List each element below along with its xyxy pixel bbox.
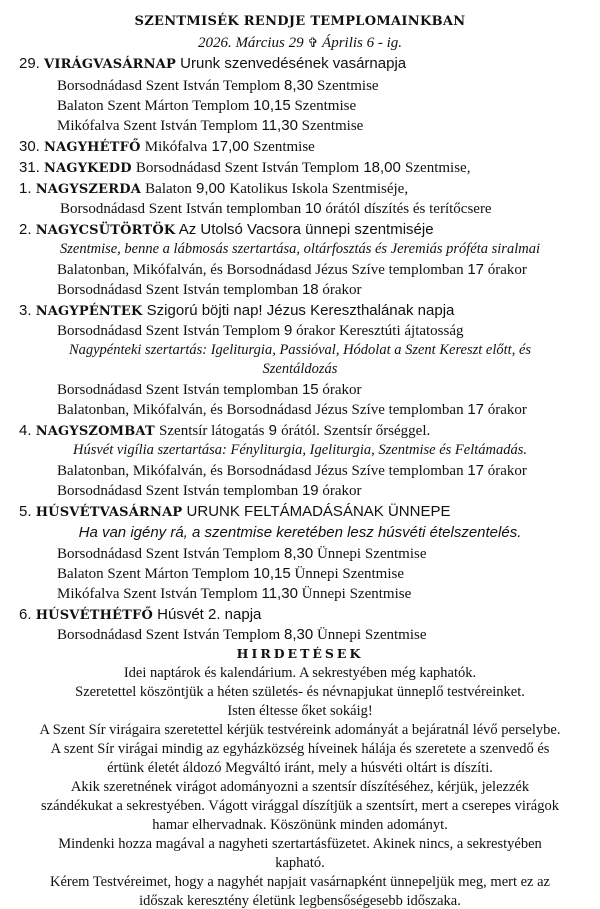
schedule-entry — [57, 98, 356, 114]
day-number: 29. — [19, 55, 40, 72]
entry-time: 18 — [301, 281, 319, 298]
day-place: Borsodnádasd Szent István Templom — [135, 160, 360, 176]
announcement-line: szándékukat a sekrestyében. Vágott virággal díszítjük a szentsírt, mert a cserepes virágok — [41, 798, 559, 814]
entry-note: Ünnepi Szentmise — [301, 586, 412, 602]
entry-note: órakor — [487, 262, 527, 278]
day-description: Szentsír látogatás — [159, 423, 265, 439]
entry-time: 19 — [301, 482, 319, 499]
entry-place: Balaton Szent Márton Templom — [57, 98, 250, 114]
entry-note: órakor — [322, 382, 362, 398]
schedule-entry — [60, 201, 492, 217]
day-header — [19, 607, 261, 622]
announcement-line: hamar elhervadnak. Köszönünk minden adományt. — [152, 817, 448, 833]
day-number: 5. — [19, 503, 32, 520]
entry-note: Ünnepi Szentmise — [294, 566, 405, 582]
day-time: 9 — [268, 422, 277, 439]
entry-time: 17 — [467, 401, 485, 418]
schedule-entry — [57, 566, 404, 582]
day-header — [19, 222, 434, 237]
day-note: Szentmise — [253, 139, 315, 155]
schedule-entry — [57, 118, 363, 134]
day-header — [19, 504, 450, 519]
day-header — [19, 181, 408, 197]
entry-time: 8,30 — [283, 77, 314, 94]
entry-time: 15 — [301, 381, 319, 398]
liturgy-note-cont: Szentáldozás — [262, 361, 338, 377]
day-number: 2. — [19, 221, 32, 238]
entry-place: Borsodnádasd Szent István Templom — [57, 546, 281, 562]
announcement-line: A szent Sír virágai mindig az egyházközség híveinek hálája és szeretete a szenvedő és — [50, 741, 550, 757]
day-place: Mikófalva — [144, 139, 208, 155]
cross-icon: ✞ — [307, 36, 319, 51]
day-number: 6. — [19, 606, 32, 623]
day-description: Szigorú böjti nap! Jézus Kereszthalának napja — [146, 302, 455, 319]
entry-time: 17 — [467, 261, 485, 278]
announcement-line: Akik szeretnének virágot adományozni a szentsír díszítéséhez, kérjük, jelezzék — [70, 779, 530, 795]
entry-note: órakor — [322, 282, 362, 298]
entry-time: 11,30 — [261, 117, 298, 134]
announcement-line: Kérem Testvéreimet, hogy a nagyhét napjait vasárnapként ünnepeljük meg, mert ez az — [50, 874, 550, 890]
announcement-line: Isten éltesse őket sokáig! — [227, 703, 373, 719]
announcement-line: kapható. — [275, 855, 325, 871]
announcement-line: Idei naptárok és kalendárium. A sekrestyében még kaphatók. — [123, 665, 477, 681]
day-name: NAGYKEDD — [44, 161, 132, 176]
day-number: 3. — [19, 302, 32, 319]
day-header — [19, 423, 430, 439]
entry-time: 8,30 — [283, 626, 314, 643]
day-name: VIRÁGVASÁRNAP — [44, 57, 176, 72]
entry-place: Borsodnádasd Szent István templomban — [57, 382, 299, 398]
day-number: 4. — [19, 422, 32, 439]
announcement-line: Mindenki hozza magával a nagyheti szertartásfüzetet. Akinek nincs, a sekrestyében — [58, 836, 542, 852]
day-description: Az Utolsó Vacsora ünnepi szentmiséje — [178, 221, 434, 238]
schedule-entry — [57, 627, 427, 643]
entry-note: órakor Keresztúti ájtatosság — [296, 323, 464, 339]
entry-place: Balaton Szent Márton Templom — [57, 566, 250, 582]
day-time: 18,00 — [363, 159, 401, 176]
entry-note: Szentmise — [301, 118, 364, 134]
day-description: Húsvét 2. napja — [157, 606, 262, 623]
day-name: NAGYHÉTFŐ — [44, 140, 141, 155]
day-note: Katolikus Iskola Szentmiséje, — [229, 181, 409, 197]
day-name: NAGYCSÜTÖRTÖK — [35, 223, 176, 238]
entry-place: Borsodnádasd Szent István Templom — [57, 323, 281, 339]
date-start: 2026. Március 29 — [197, 35, 304, 51]
liturgy-note: Húsvét vigília szertartása: Fényliturgia, Igeliturgia, Szentmise és Feltámadás. — [72, 442, 527, 458]
day-name: NAGYPÉNTEK — [35, 304, 143, 319]
entry-note: Ünnepi Szentmise — [316, 627, 427, 643]
entry-place: Mikófalva Szent István Templom — [57, 118, 258, 134]
day-description-cont: órától. Szentsír őrséggel. — [281, 423, 431, 439]
entry-place: Borsodnádasd Szent István templomban — [57, 483, 299, 499]
day-name: HÚSVÉTHÉTFŐ — [35, 608, 153, 623]
day-number: 31. — [19, 159, 40, 176]
entry-time: 8,30 — [283, 545, 314, 562]
liturgy-note: Nagypénteki szertartás: Igeliturgia, Passióval, Hódolat a Szent Kereszt előtt, és — [68, 342, 532, 358]
page-title: SZENTMISÉK RENDJE TEMPLOMAINKBAN — [134, 14, 466, 29]
day-time: 9,00 — [196, 180, 226, 197]
schedule-entry — [57, 262, 527, 278]
entry-note: Szentmise — [294, 98, 357, 114]
liturgy-note: Szentmise, benne a lábmosás szertartása, oltárfosztás és Jeremiás próféta siralmai — [60, 241, 540, 257]
day-header — [19, 160, 470, 176]
day-name: NAGYSZOMBAT — [35, 424, 155, 439]
entry-time: 17 — [467, 462, 485, 479]
day-header — [19, 56, 406, 71]
announcement-line: értünk életét áldozó Megváltó iránt, mely a húsvéti oltárt is díszíti. — [107, 760, 493, 776]
day-header — [19, 303, 454, 318]
announcements-heading: HIRDETÉSEK — [236, 646, 364, 661]
date-range — [0, 36, 600, 51]
announcement-line: Szeretettel köszöntjük a héten születés- és névnapjukat ünneplő testvéreinket. — [75, 684, 525, 700]
entry-note: Ünnepi Szentmise — [316, 546, 427, 562]
entry-place: Borsodnádasd Szent István Templom — [57, 78, 281, 94]
schedule-entry — [57, 402, 527, 418]
entry-note: órakor — [487, 463, 527, 479]
schedule-entry — [57, 323, 464, 339]
day-note: Szentmise, — [405, 160, 471, 176]
entry-time: 10 — [304, 200, 322, 217]
schedule-entry — [57, 483, 362, 499]
entry-time: 10,15 — [253, 565, 291, 582]
entry-note: órakor — [487, 402, 527, 418]
entry-place: Borsodnádasd Szent István templomban — [57, 282, 299, 298]
entry-note: órakor — [322, 483, 362, 499]
day-name: HÚSVÉTVASÁRNAP — [35, 505, 183, 520]
entry-time: 9 — [283, 322, 293, 339]
food-blessing-note: Ha van igény rá, a szentmise keretében lesz húsvéti ételszentelés. — [78, 524, 522, 541]
entry-place: Balatonban, Mikófalván, és Borsodnádasd Jézus Szíve templomban — [57, 463, 464, 479]
schedule-entry — [57, 586, 411, 602]
entry-place: Balatonban, Mikófalván, és Borsodnádasd Jézus Szíve templomban — [57, 262, 464, 278]
entry-place: Balatonban, Mikófalván, és Borsodnádasd Jézus Szíve templomban — [57, 402, 464, 418]
entry-note: Szentmise — [316, 78, 379, 94]
entry-place: Borsodnádasd Szent István Templom — [57, 627, 281, 643]
day-name: NAGYSZERDA — [35, 182, 141, 197]
schedule-entry — [57, 78, 379, 94]
entry-note: órától díszítés és terítőcsere — [325, 201, 492, 217]
day-header — [19, 139, 315, 155]
day-number: 30. — [19, 138, 40, 155]
schedule-entry — [57, 463, 527, 479]
day-description: URUNK FELTÁMADÁSÁNAK ÜNNEPE — [186, 503, 451, 520]
schedule-entry — [57, 282, 362, 298]
entry-time: 10,15 — [253, 97, 291, 114]
day-time: 17,00 — [211, 138, 249, 155]
announcement-line: A Szent Sír virágaira szeretettel kérjük testvéreink adományát a bejáratnál lévő perselybe. — [39, 722, 561, 738]
schedule-entry — [57, 382, 362, 398]
entry-place: Mikófalva Szent István Templom — [57, 586, 258, 602]
day-number: 1. — [19, 180, 32, 197]
date-end: Április 6 - ig. — [322, 35, 403, 51]
announcement-line: időszak keresztény életünk legbensőségesebb időszaka. — [139, 893, 461, 909]
day-place: Balaton — [145, 181, 192, 197]
entry-time: 11,30 — [261, 585, 298, 602]
entry-place: Borsodnádasd Szent István templomban — [60, 201, 302, 217]
day-description: Urunk szenvedésének vasárnapja — [180, 55, 407, 72]
schedule-entry — [57, 546, 427, 562]
